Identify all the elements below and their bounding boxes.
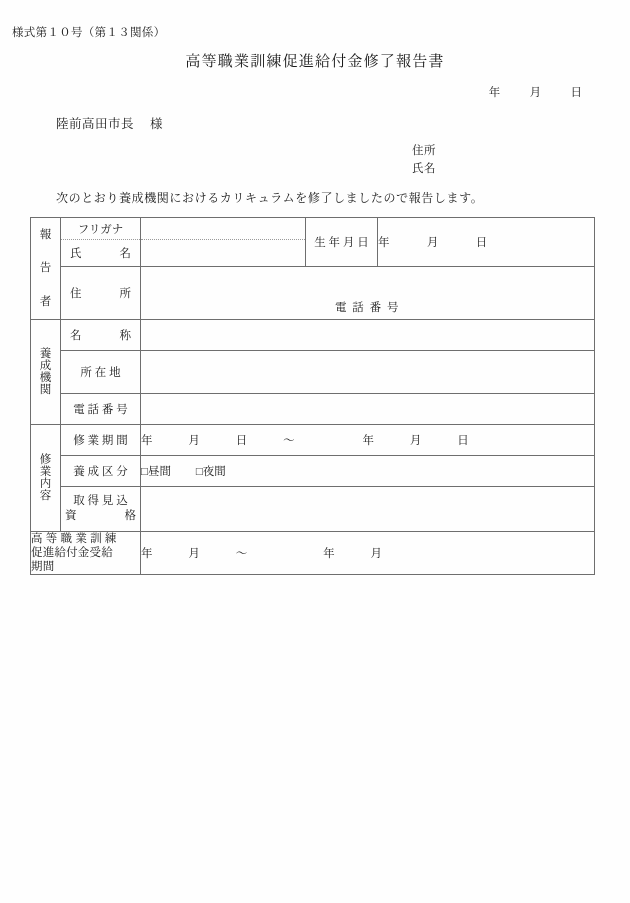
benefit-period-from-month-label: 月 <box>188 548 201 560</box>
table-row-address <box>31 267 595 320</box>
study-period-to-month-label: 月 <box>409 435 422 447</box>
label-expected-qualification-line-0: 取 得 見 込 <box>73 495 128 507</box>
addressee-honorific: 様 <box>150 117 164 131</box>
label-benefit-period-line-0: 高 等 職 業 訓 練 <box>31 533 117 545</box>
applicant-signature-block <box>412 142 436 178</box>
label-location: 所 在 地 <box>61 351 141 394</box>
label-institution-telephone: 電 話 番 号 <box>61 394 141 425</box>
input-location[interactable] <box>141 351 595 394</box>
label-study-period: 修 業 期 間 <box>61 425 141 456</box>
section-label-course-char-3: 容 <box>39 490 52 503</box>
table-row-qualification <box>31 487 595 532</box>
label-institution-name-char-1: 称 <box>119 330 131 342</box>
table-row-training-type <box>31 456 595 487</box>
submission-month-label: 月 <box>529 87 542 99</box>
label-date-of-birth: 生 年 月 日 <box>306 218 378 267</box>
label-telephone: 電 話 番 号 <box>334 302 401 314</box>
submission-date-line <box>489 84 582 100</box>
page-title: 高等職業訓練促進給付金修了報告書 <box>185 54 445 70</box>
input-institution-name[interactable] <box>141 320 595 351</box>
input-training-type[interactable] <box>141 456 595 487</box>
section-label-course-char-0: 修 <box>39 453 52 466</box>
label-address-char-1: 所 <box>119 288 131 300</box>
label-benefit-period-line-2: 期間 <box>31 561 55 573</box>
benefit-period-tilde: ～ <box>235 548 248 560</box>
submission-day-label: 日 <box>570 87 582 99</box>
form-number: 様式第１０号（第１３関係） <box>12 27 166 39</box>
section-label-reporter-char-0: 報 <box>39 228 52 241</box>
table-row-study-period <box>31 425 595 456</box>
dob-year-label: 年 <box>378 237 390 249</box>
checkbox-evening[interactable]: □夜間 <box>195 466 226 478</box>
section-label-institution-char-3: 関 <box>39 384 52 397</box>
label-benefit-period <box>31 532 141 575</box>
study-period-tilde: ～ <box>283 435 296 447</box>
study-period-from-year-label: 年 <box>141 435 153 447</box>
label-benefit-period-line-1: 促進給付金受給 <box>31 547 113 559</box>
label-address-char-0: 住 <box>70 288 82 300</box>
label-training-type: 養 成 区 分 <box>61 456 141 487</box>
input-study-period[interactable] <box>141 425 595 456</box>
study-period-to-day-label: 日 <box>457 435 470 447</box>
table-row-benefit-period <box>31 532 595 575</box>
dob-day-label: 日 <box>475 237 488 249</box>
label-name-char-1: 名 <box>119 248 131 260</box>
input-institution-telephone[interactable] <box>141 394 595 425</box>
addressee-name: 陸前高田市長 <box>56 117 135 131</box>
section-label-institution <box>31 320 61 425</box>
study-period-from-month-label: 月 <box>188 435 201 447</box>
section-label-course <box>31 425 61 532</box>
submission-year-label: 年 <box>488 87 501 99</box>
table-row-location <box>31 351 595 394</box>
addressee-line <box>56 114 163 132</box>
study-period-to-year-label: 年 <box>362 435 375 447</box>
input-name[interactable] <box>141 240 306 267</box>
section-label-reporter-char-2: 者 <box>39 296 52 309</box>
section-label-course-char-1: 業 <box>39 465 52 478</box>
report-form-table <box>30 217 595 575</box>
label-furigana: フリガナ <box>61 218 141 240</box>
section-label-course-char-2: 内 <box>39 478 52 490</box>
dob-month-label: 月 <box>426 237 439 249</box>
label-address <box>61 267 141 320</box>
table-row-furigana <box>31 218 595 240</box>
input-address[interactable] <box>141 267 595 320</box>
table-row-institution-name <box>31 320 595 351</box>
intro-statement: 次のとおり養成機関におけるカリキュラムを修了しましたので報告します。 <box>56 191 484 205</box>
benefit-period-to-year-label: 年 <box>323 548 336 560</box>
section-label-institution-char-1: 成 <box>39 359 52 372</box>
label-institution-name-char-0: 名 <box>70 330 82 342</box>
benefit-period-to-month-label: 月 <box>370 548 383 560</box>
input-date-of-birth[interactable] <box>378 218 595 267</box>
study-period-from-day-label: 日 <box>235 435 248 447</box>
section-label-institution-char-0: 養 <box>39 347 52 360</box>
applicant-name-label: 氏名 <box>412 163 436 175</box>
label-expected-qualification <box>61 487 141 532</box>
input-benefit-period[interactable] <box>141 532 595 575</box>
input-expected-qualification[interactable] <box>141 487 595 532</box>
label-institution-name <box>61 320 141 351</box>
label-name-char-0: 氏 <box>70 248 82 260</box>
label-name <box>61 240 141 267</box>
section-label-reporter <box>31 218 61 320</box>
checkbox-daytime[interactable]: □昼間 <box>141 466 171 478</box>
section-label-reporter-char-1: 告 <box>39 262 52 275</box>
table-row-institution-telephone <box>31 394 595 425</box>
input-furigana[interactable] <box>141 218 306 240</box>
applicant-address-label: 住所 <box>412 145 436 157</box>
label-expected-qualification-char-1: 格 <box>124 510 136 522</box>
label-expected-qualification-char-0: 資 <box>65 510 77 522</box>
benefit-period-from-year-label: 年 <box>141 548 153 560</box>
section-label-institution-char-2: 機 <box>39 372 52 384</box>
